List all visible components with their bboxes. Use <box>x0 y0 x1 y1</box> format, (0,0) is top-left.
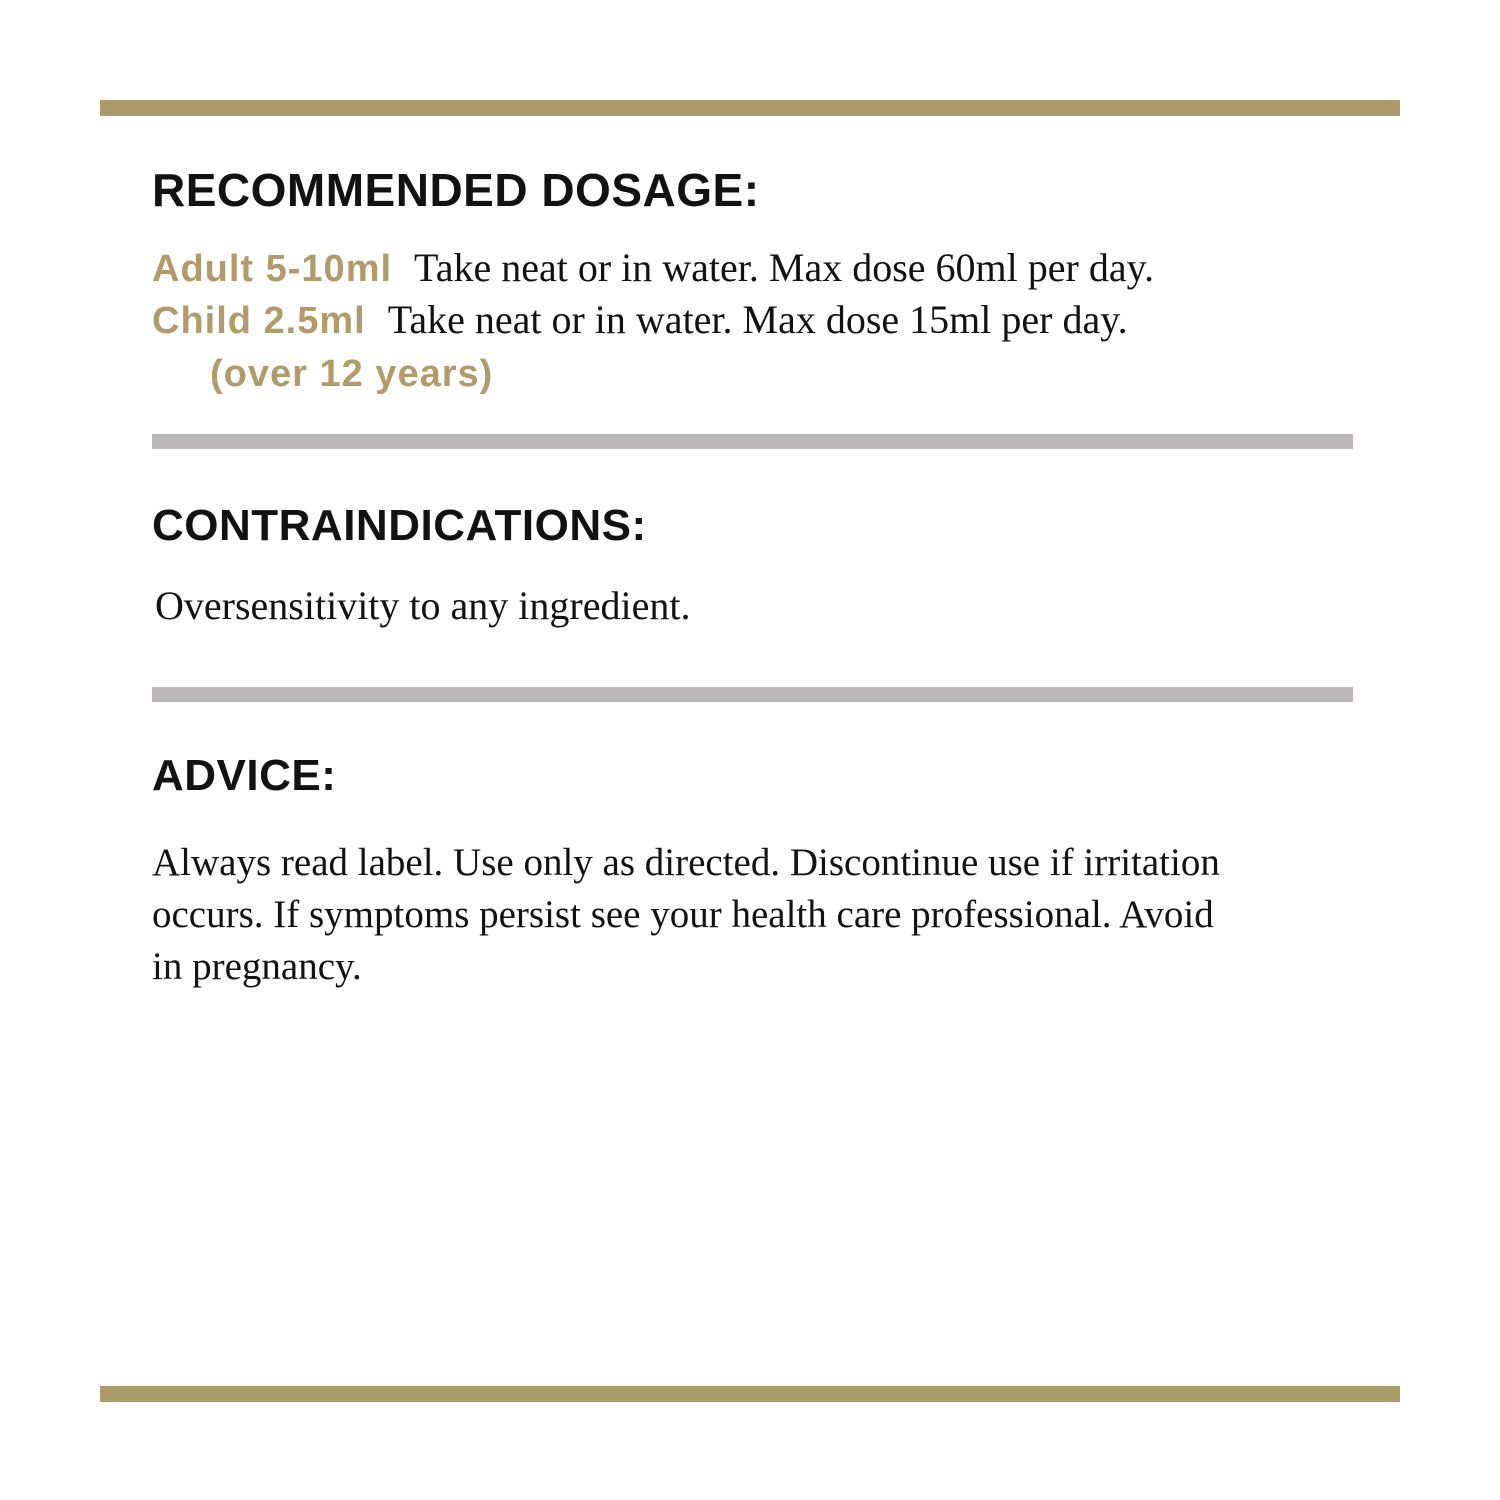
bottom-accent-bar <box>100 1386 1400 1402</box>
dosage-text-child: Take neat or in water. Max dose 15ml per day. <box>387 297 1128 342</box>
dosage-age-note: (over 12 years) <box>210 353 494 395</box>
advice-line-2: occurs. If symptoms persist see your health care professional. Avoid <box>152 893 1214 936</box>
dosage-row-adult <box>152 244 1154 296</box>
dosage-text-adult: Take neat or in water. Max dose 60ml per day. <box>414 245 1154 290</box>
advice-line-1: Always read label. Use only as directed. Discontinue use if irritation <box>152 841 1220 884</box>
section-divider-1 <box>152 434 1353 449</box>
dosage-heading: RECOMMENDED DOSAGE: <box>152 164 760 216</box>
section-divider-2 <box>152 687 1353 702</box>
dosage-label-child: Child 2.5ml <box>152 300 366 342</box>
advice-paragraph <box>152 837 1220 993</box>
contraindications-heading: CONTRAINDICATIONS: <box>152 501 647 550</box>
top-accent-bar <box>100 100 1400 116</box>
dosage-block <box>152 244 1154 400</box>
advice-heading: ADVICE: <box>152 751 337 800</box>
contraindications-body: Oversensitivity to any ingredient. <box>155 583 691 628</box>
advice-line-3: in pregnancy. <box>152 945 362 988</box>
dosage-row-child <box>152 296 1154 348</box>
dosage-label-adult: Adult 5-10ml <box>152 248 393 290</box>
